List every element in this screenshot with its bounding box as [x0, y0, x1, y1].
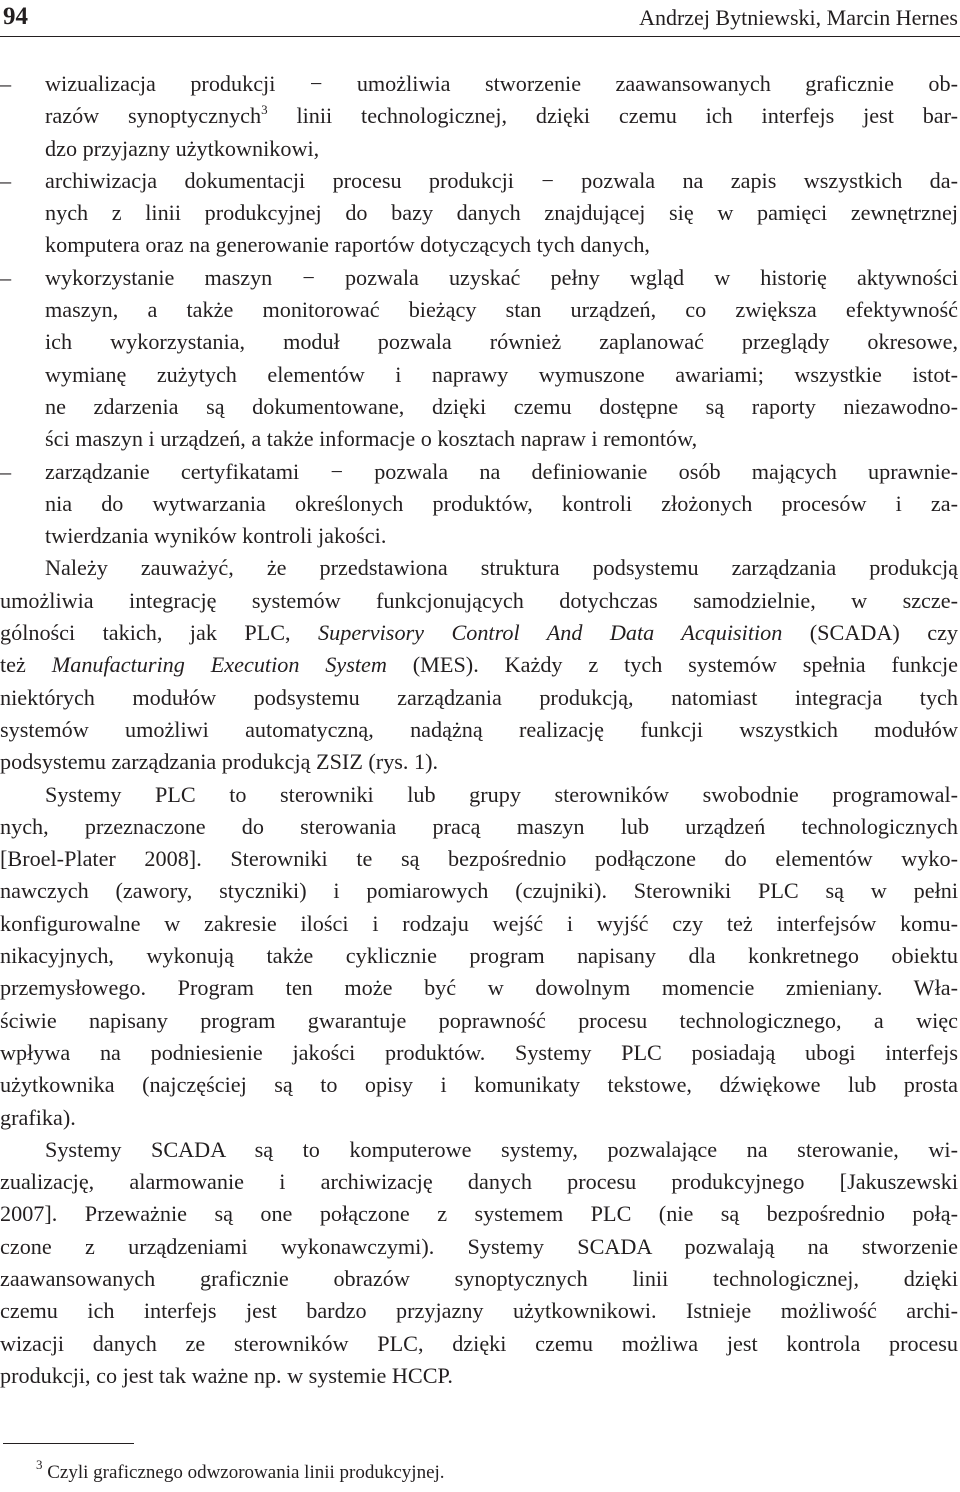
list-item [0, 456, 958, 553]
bullet-list [0, 68, 958, 552]
text-line: komputera oraz na generowanie raportów dotyczących tych danych, [45, 232, 650, 258]
text-line: też Manufacturing Execution System (MES). Każdy z tych systemów spełnia funkcje [0, 652, 958, 678]
dash-marker: – [0, 458, 12, 484]
text-line: – zarządzanie certyfikatami − pozwala na definiowanie osób mających uprawnie- [0, 456, 958, 488]
dash-marker: – [0, 264, 12, 290]
text-line: 2007]. Przeważnie są one połączone z systemem PLC (nie są bezpośrednio połą- [0, 1201, 958, 1227]
list-item [0, 165, 958, 262]
text-line: niektórych modułów podsystemu zarządzania produkcją, natomiast integracja tych [0, 684, 958, 710]
text-line: systemów umożliwi automatyczną, nadążną realizację funkcji wszystkich modułów [0, 716, 958, 742]
text-line: konfigurowalne w zakresie ilości i rodzaju wejść i wyjść czy też interfejsów komu- [0, 910, 958, 936]
text-line: – wykorzystanie maszyn − pozwala uzyskać pełny wgląd w historię aktywności [0, 262, 958, 294]
running-head: Andrzej Bytniewski, Marcin Hernes [639, 5, 958, 30]
text-line: ich wykorzystania, moduł pozwala również zaplanować przeglądy okresowe, [45, 329, 958, 355]
text-line: Należy zauważyć, że przedstawiona struktura podsystemu zarządzania produkcją [45, 555, 958, 581]
dash-marker: – [0, 167, 12, 193]
text-line: ne zdarzenia są dokumentowane, dzięki czemu dostępne są raporty niezawodno- [45, 393, 958, 419]
page-header [0, 0, 960, 37]
text-line: wizacji danych ze sterowników PLC, dzięki czemu możliwa jest kontrola procesu [0, 1330, 958, 1356]
text-line: grafika). [0, 1104, 76, 1130]
text-line: nych z linii produkcyjnej do bazy danych znajdującej się w pamięci zewnętrznej [45, 200, 958, 226]
body-text [0, 68, 958, 1392]
paragraph [0, 1134, 958, 1392]
text-line: gólności takich, jak PLC, Supervisory Control And Data Acquisition (SCADA) czy [0, 620, 958, 646]
page-number: 94 [3, 3, 28, 30]
text-line: nia do wytwarzania określonych produktów, kontroli złożonych procesów i za- [45, 490, 958, 516]
text-line: Systemy SCADA są to komputerowe systemy, pozwalające na sterowanie, wi- [45, 1136, 958, 1162]
text-line: wymianę zużytych elementów i naprawy wymuszone awariami; wszystkie istot- [45, 361, 958, 387]
text-line: czone z urządzeniami wykonawczymi). Systemy SCADA pozwalają na stworzenie [0, 1233, 958, 1259]
text-line: [Broel-Plater 2008]. Sterowniki te są bezpośrednio podłączone do elementów wyko- [0, 846, 958, 872]
text-line: przemysłowego. Program ten może być w dowolnym momencie zmieniany. Wła- [0, 975, 958, 1001]
list-item [0, 68, 958, 165]
footnote-number: 3 [36, 1457, 43, 1472]
dash-marker: – [0, 71, 12, 96]
text-line: – wizualizacja produkcji − umożliwia stworzenie zaawansowanych graficznie ob- [0, 68, 958, 100]
text-line: produkcji, co jest tak ważne np. w systemie HCCP. [0, 1362, 453, 1388]
footnote [36, 1457, 445, 1485]
text-line: czemu ich interfejs jest bardzo przyjazny użytkownikowi. Istnieje możliwość archi- [0, 1298, 958, 1324]
text-line: twierdzania wyników kontroli jakości. [45, 523, 387, 549]
text-line: wpływa na podniesienie jakości produktów. Systemy PLC posiadają ubogi interfejs [0, 1039, 958, 1065]
text-line: razów synoptycznych$^3$ linii technologicznej, dzięki czemu ich interfejs jest bar- [45, 102, 958, 129]
text-line: zualizację, alarmowanie i archiwizację danych procesu produkcyjnego [Jakuszewski [0, 1169, 958, 1195]
text-line: umożliwia integrację systemów funkcjonujących dotychczas samodzielnie, w szcze- [0, 587, 958, 613]
text-line: użytkownika (najczęściej są to opisy i komunikaty tekstowe, dźwiękowe lub prosta [0, 1072, 958, 1098]
paragraph [0, 552, 958, 778]
italic-term: Manufacturing Execution System [51, 652, 387, 678]
text-line: nikacyjnych, wykonują także cyklicznie program napisany dla konkretnego obiektu [0, 943, 958, 969]
text-line: nych, przeznaczone do sterowania pracą maszyn lub urządzeń technologicznych [0, 813, 958, 839]
text-line: maszyn, a także monitorować bieżący stan urządzeń, co zwiększa efektywność [45, 297, 958, 323]
text-line: ści maszyn i urządzeń, a także informacje o kosztach napraw i remontów, [45, 426, 698, 452]
text-line: ściwie napisany program gwarantuje poprawność procesu technologicznego, a więc [0, 1007, 958, 1033]
text-line: zaawansowanych graficznie obrazów synoptycznych linii technologicznej, dzięki [0, 1265, 958, 1291]
list-item [0, 262, 958, 456]
paragraph [0, 779, 958, 1134]
footnote-separator [3, 1443, 134, 1444]
text-line: Systemy PLC to sterowniki lub grupy sterowników swobodnie programowal- [45, 781, 958, 807]
footnote-reference: 3 [261, 102, 268, 118]
text-line: – archiwizacja dokumentacji procesu produkcji − pozwala na zapis wszystkich da- [0, 165, 958, 197]
text-line: podsystemu zarządzania produkcją ZSIZ (rys. 1). [0, 749, 439, 775]
text-line: nawczych (zawory, styczniki) i pomiarowych (czujniki). Sterowniki PLC są w pełni [0, 878, 958, 904]
footnote-text: Czyli graficznego odwzorowania linii produkcyjnej. [47, 1462, 445, 1483]
italic-term: Supervisory Control And Data Acquisition [318, 620, 783, 646]
text-line: dzo przyjazny użytkownikowi, [45, 135, 320, 161]
